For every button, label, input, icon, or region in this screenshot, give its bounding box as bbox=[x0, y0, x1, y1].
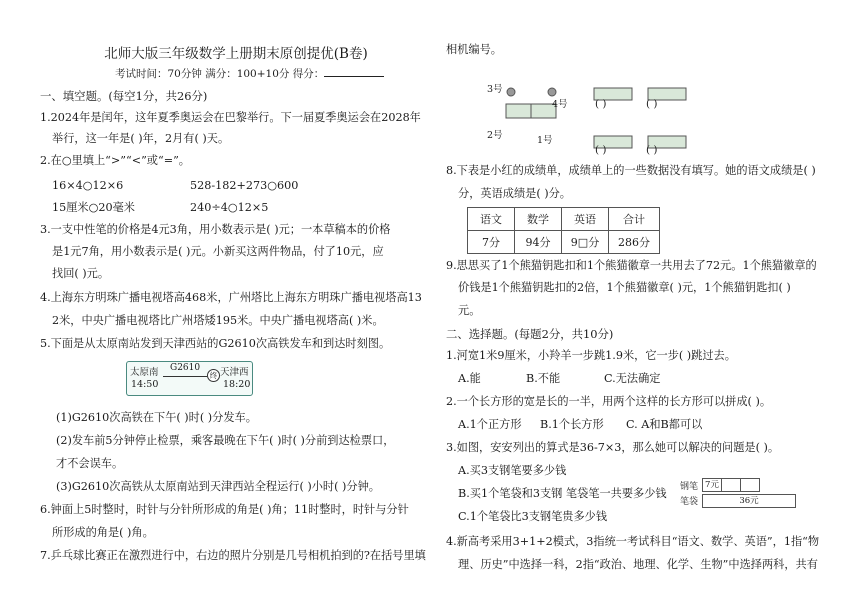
c2-option-c[interactable]: C. A和B都可以 bbox=[626, 418, 703, 431]
q9-line1: 9.思思买了1个熊猫钥匙扣和1个熊猫徽章一共用去了72元。1个熊猫徽章的 bbox=[446, 259, 817, 272]
train-from-station: 太原南 bbox=[130, 367, 159, 378]
section-fill-blank: 一、填空题。(每空1分，共26分) bbox=[40, 89, 208, 103]
camera-1-label: 1号 bbox=[537, 135, 553, 146]
q8-line2: 分，英语成绩是( )分。 bbox=[458, 187, 571, 200]
pen-unit: 7元 bbox=[703, 479, 722, 491]
photo-answer-4[interactable]: ( ) bbox=[646, 144, 658, 156]
section-choice: 二、选择题。(每题2分，共10分) bbox=[446, 327, 614, 341]
q4-line2: 2米，中央广播电视塔比广州塔矮195米。中央广播电视塔高( )米。 bbox=[52, 314, 384, 327]
q6-line2: 所形成的角是( )角。 bbox=[52, 526, 154, 539]
q7-prompt: 7.乒乓球比赛正在激烈进行中，右边的照片分别是几号相机拍到的?在括号里填 bbox=[40, 549, 426, 562]
pingpong-scene bbox=[476, 64, 706, 154]
c1-option-b[interactable]: B.不能 bbox=[526, 372, 561, 385]
c2-option-a[interactable]: A.1个正方形 bbox=[458, 418, 522, 431]
table-cell: 94分 bbox=[515, 231, 562, 254]
q5-sub1: (1)G2610次高铁在下午( )时( )分发车。 bbox=[56, 411, 257, 424]
table-header-cell: 数学 bbox=[515, 208, 562, 231]
table-row bbox=[468, 231, 660, 254]
page-title: 北师大版三年级数学上册期末原创提优(B卷) bbox=[104, 46, 368, 62]
q8-line1: 8.下表是小红的成绩单，成绩单上的一些数据没有填写。她的语文成绩是( ) bbox=[446, 164, 816, 177]
camera-2-label: 2号 bbox=[487, 130, 503, 141]
photo-answer-1[interactable]: ( ) bbox=[595, 98, 607, 110]
c3-option-a[interactable]: A.买3支钢笔要多少钱 bbox=[458, 464, 567, 477]
camera-3-label: 3号 bbox=[487, 84, 503, 95]
q7-continued: 相机编号。 bbox=[446, 43, 502, 56]
score-table bbox=[467, 207, 660, 254]
player-2 bbox=[548, 88, 556, 96]
photo-answer-2[interactable]: ( ) bbox=[646, 98, 658, 110]
pen-label: 钢笔 bbox=[680, 482, 699, 492]
c3-option-c[interactable]: C.1个笔袋比3支钢笔贵多少钱 bbox=[458, 510, 608, 523]
q2-item3: 15厘米○20毫米 bbox=[52, 201, 135, 214]
q9-line3: 元。 bbox=[458, 304, 481, 317]
photo-answer-3[interactable]: ( ) bbox=[595, 144, 607, 156]
train-to-station: 天津西 bbox=[220, 367, 249, 378]
table-header-row bbox=[468, 208, 660, 231]
c2-prompt: 2.一个长方形的宽是长的一半，用两个这样的长方形可以拼成( )。 bbox=[446, 395, 772, 408]
exam-info-text: 考试时间：70分钟 满分：100+10分 得分： bbox=[115, 68, 325, 80]
q5-sub3: (3)G2610次高铁从太原南站到天津西站全程运行( )小时( )分钟。 bbox=[56, 480, 380, 493]
c3-prompt: 3.如图，安安列出的算式是36-7×3，那么她可以解决的问题是( )。 bbox=[446, 441, 780, 454]
train-from-time: 14:50 bbox=[131, 379, 159, 390]
q6-line1: 6.钟面上5时整时，时针与分针所形成的角是( )角；11时整时，时针与分针 bbox=[40, 503, 409, 516]
train-timetable bbox=[126, 361, 253, 396]
c4-line1: 4.新高考采用3+1+2模式，3指统一考试科目“语文、数学、英语”，1指“物 bbox=[446, 535, 820, 548]
q2-item1: 16×4○12×6 bbox=[52, 179, 124, 192]
train-to-time: 18:20 bbox=[223, 379, 251, 390]
train-route-line bbox=[163, 376, 207, 377]
table-cell: 9□分 bbox=[562, 231, 609, 254]
train-number: G2610 bbox=[170, 363, 201, 373]
bag-bar: 36元 bbox=[702, 494, 796, 508]
terminal-mark: 终 bbox=[207, 369, 220, 382]
q5-sub2-line2: 才不会误车。 bbox=[56, 457, 124, 470]
camera-4-label: 4号 bbox=[552, 99, 568, 110]
exam-info bbox=[115, 66, 384, 82]
c1-option-a[interactable]: A.能 bbox=[458, 372, 481, 385]
bag-label: 笔袋 bbox=[680, 497, 699, 507]
c1-prompt: 1.河宽1米9厘米，小羚羊一步跳1.9米，它一步( )跳过去。 bbox=[446, 349, 736, 362]
pen-divider bbox=[740, 479, 741, 491]
q9-line2: 价钱是1个熊猫钥匙扣的2倍，1个熊猫徽章( )元，1个熊猫钥匙扣( ) bbox=[458, 281, 791, 294]
c1-option-c[interactable]: C.无法确定 bbox=[604, 372, 661, 385]
q5-sub2-line1: (2)发车前5分钟停止检票，乘客最晚在下午( )时( )分前到达检票口， bbox=[56, 434, 395, 447]
table-header-cell: 英语 bbox=[562, 208, 609, 231]
c3-option-b[interactable]: B.买1个笔袋和3支钢 笔袋笔一共要多少钱 bbox=[458, 487, 667, 500]
q4-line1: 4.上海东方明珠广播电视塔高468米，广州塔比上海东方明珠广播电视塔高13 bbox=[40, 291, 422, 304]
c4-line2: 理、历史”中选择一科，2指“政治、地理、化学、生物”中选择两科，共有 bbox=[458, 558, 818, 571]
table-cell: 286分 bbox=[609, 231, 660, 254]
table-cell: 7分 bbox=[468, 231, 515, 254]
table-header-cell: 合计 bbox=[609, 208, 660, 231]
q3-line1: 3.一支中性笔的价格是4元3角，用小数表示是( )元；一本草稿本的价格 bbox=[40, 223, 391, 236]
player-1 bbox=[507, 88, 515, 96]
q5-prompt: 5.下面是从太原南站发到天津西站的G2610次高铁发车和到达时刻图。 bbox=[40, 337, 391, 350]
q3-line2: 是1元7角，用小数表示是( )元。小新买这两件物品，付了10元，应 bbox=[52, 245, 384, 258]
q3-line3: 找回( )元。 bbox=[52, 267, 110, 280]
q2-prompt: 2.在○里填上“>”“<”或“=”。 bbox=[40, 154, 190, 167]
q1-line2: 举行，这一年是( )年，2月有( )天。 bbox=[52, 132, 230, 145]
q1-line1: 1.2024年是闰年，这年夏季奥运会在巴黎举行。下一届夏季奥运会在2028年 bbox=[40, 111, 421, 124]
c2-option-b[interactable]: B.1个长方形 bbox=[540, 418, 604, 431]
q2-item4: 240÷4○12×5 bbox=[190, 201, 269, 214]
score-blank[interactable] bbox=[324, 66, 384, 77]
table-header-cell: 语文 bbox=[468, 208, 515, 231]
pen-bar bbox=[702, 478, 760, 492]
q2-item2: 528-182+273○600 bbox=[190, 179, 299, 192]
